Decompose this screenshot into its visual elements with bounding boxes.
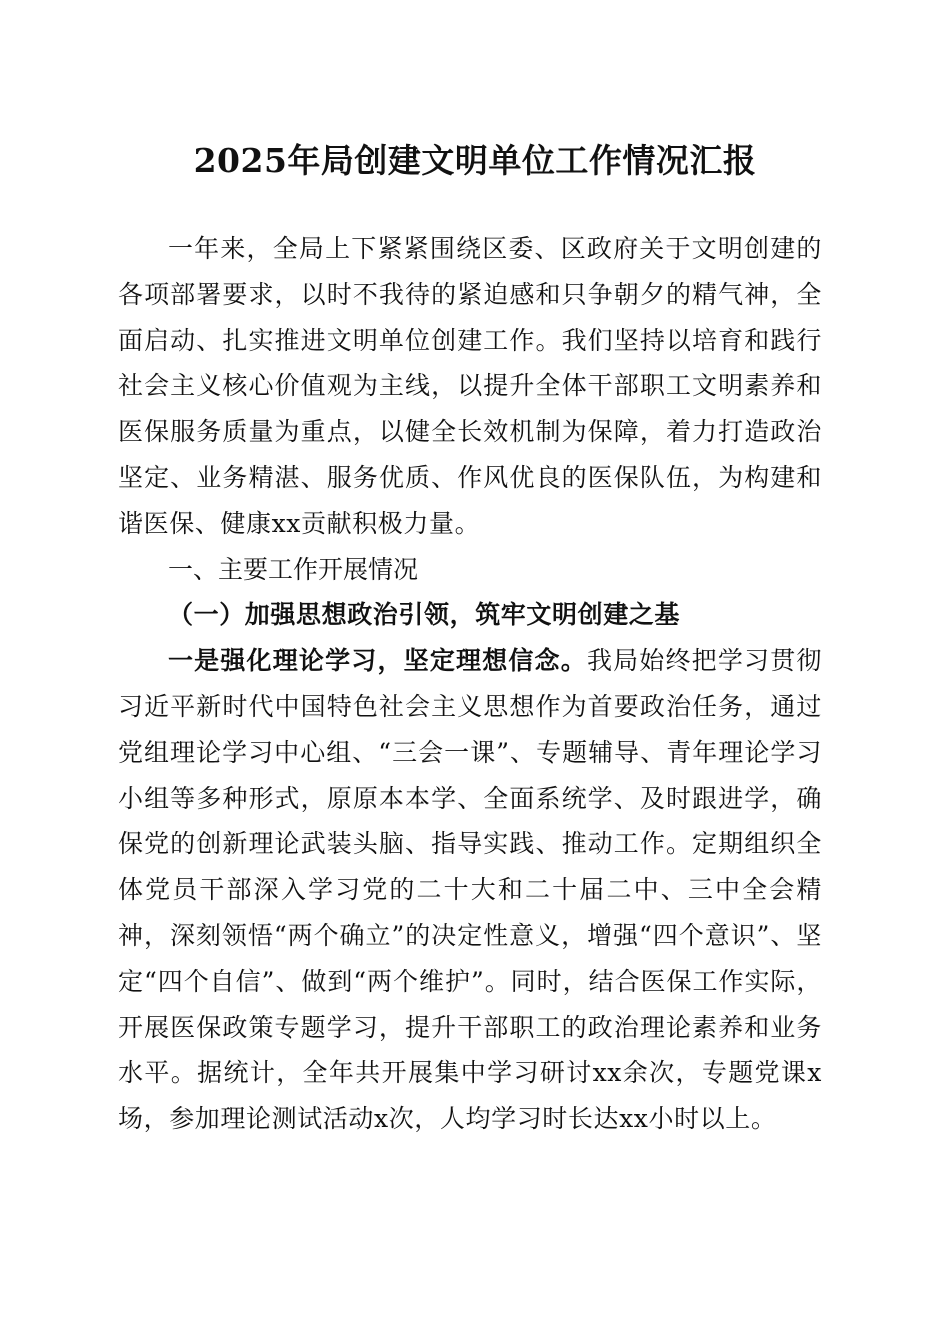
point-body: 我局始终把学习贯彻习近平新时代中国特色社会主义思想作为首要政治任务，通过党组理论学习中心组、“三会一课”、专题辅导、青年理论学习小组等多种形式，原原本本学、全面系统学、及时跟进学，确保党的创新理论武装头脑、指导实践、推动工作。定期组织全体党员干部深入学习党的二十大和二十届二中、三中全会精神，深刻领悟“两个确立”的决定性意义，增强“四个意识”、坚定“四个自信”、做到“两个维护”。同时，结合医保工作实际，开展医保政策专题学习，提升干部职工的政治理论素养和业务水平。据统计，全年共开展集中学习研讨xx余次，专题党课x场，参加理论测试活动x次，人均学习时长达xx小时以上。 <box>118 646 822 1134</box>
intro-paragraph: 一年来，全局上下紧紧围绕区委、区政府关于文明创建的各项部署要求，以时不我待的紧迫感和只争朝夕的精气神，全面启动、扎实推进文明单位创建工作。我们坚持以培育和践行社会主义核心价值观为主线，以提升全体干部职工文明素养和医保服务质量为重点，以健全长效机制为保障，着力打造政治坚定、业务精湛、服务优质、作风优良的医保队伍，为构建和谐医保、健康xx贡献积极力量。 <box>118 234 822 538</box>
point-lead: 一是强化理论学习，坚定理想信念。 <box>168 646 587 676</box>
document-body <box>118 226 822 1142</box>
point-paragraph <box>118 638 822 1142</box>
document-title: 2025年局创建文明单位工作情况汇报 <box>193 141 757 180</box>
subsection-heading: （一）加强思想政治引领，筑牢文明创建之基 <box>168 600 681 630</box>
section-heading: 一、主要工作开展情况 <box>168 554 419 584</box>
